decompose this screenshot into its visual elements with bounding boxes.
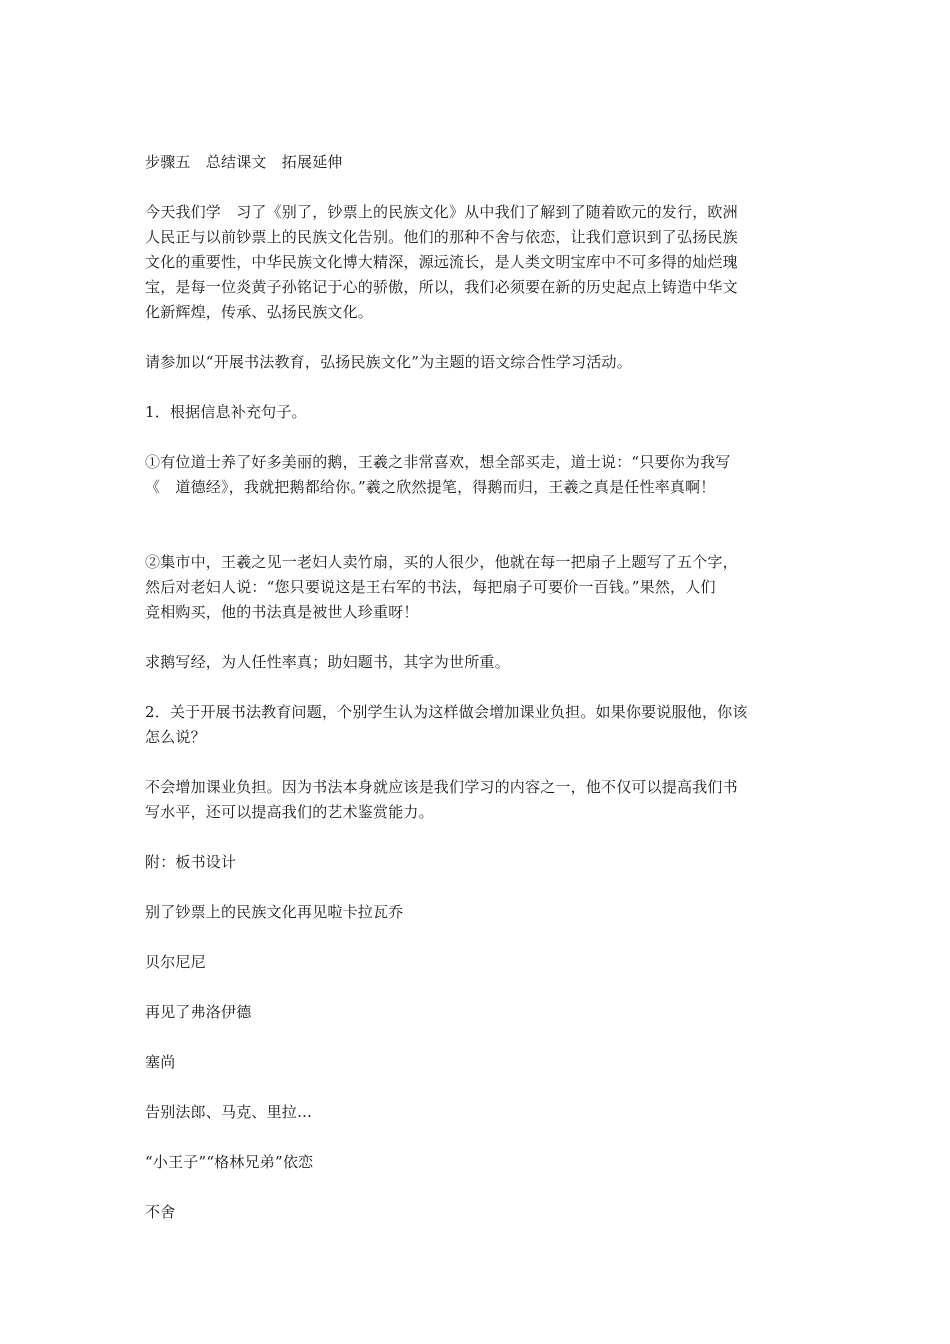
question-1-item-1-line: 《 道德经》，我就把鹅都给你。”羲之欣然提笔，得鹅而归，王羲之真是任性率真啊！ (145, 478, 716, 496)
activity-intro-text: 请参加以“开展书法教育，弘扬民族文化”为主题的语文综合性学习活动。 (145, 353, 632, 371)
board-line-text: 别了钞票上的民族文化再见啦卡拉瓦乔 (145, 903, 404, 921)
summary-line: 化新辉煌，传承、弘扬民族文化。 (145, 303, 374, 321)
board-line (145, 900, 813, 925)
question-1-item-1 (145, 450, 813, 500)
board-line-text: 告别法郎、马克、里拉… (145, 1103, 313, 1121)
summary-line: 文化的重要性，中华民族文化博大精深，源远流长，是人类文明宝库中不可多得的灿烂瑰 (145, 253, 738, 271)
question-1-answer (145, 650, 813, 675)
board-line-text: “小王子”“格林兄弟”依恋 (145, 1153, 314, 1171)
section-heading (145, 150, 813, 175)
board-line (145, 1050, 813, 1075)
board-line (145, 1200, 813, 1225)
summary-line: 宝，是每一位炎黄子孙铭记于心的骄傲，所以，我们必须要在新的历史起点上铸造中华文 (145, 278, 738, 296)
question-1-item-2 (145, 550, 813, 625)
summary-paragraph (145, 200, 813, 325)
board-line (145, 1000, 813, 1025)
question-1-title (145, 400, 813, 425)
question-2-answer-line: 不会增加课业负担。因为书法本身就应该是我们学习的内容之一，他不仅可以提高我们书 (145, 778, 738, 796)
question-1-answer-text: 求鹅写经，为人任性率真；助妇题书，其字为世所重。 (145, 653, 510, 671)
board-design-title (145, 850, 813, 875)
question-1-title-text: 1．根据信息补充句子。 (145, 403, 307, 421)
question-2-answer (145, 775, 813, 825)
board-line-text: 再见了弗洛伊德 (145, 1003, 252, 1021)
question-2-line: 怎么说？ (145, 728, 206, 746)
question-2-answer-line: 写水平，还可以提高我们的艺术鉴赏能力。 (145, 803, 434, 821)
board-line-text: 贝尔尼尼 (145, 953, 206, 971)
board-design-title-text: 附：板书设计 (145, 853, 237, 871)
question-1-item-1-line: ①有位道士养了好多美丽的鹅，王羲之非常喜欢，想全部买走，道士说：“只要你为我写 (145, 453, 731, 471)
board-line-text: 塞尚 (145, 1053, 176, 1071)
question-2-line: 2．关于开展书法教育问题，个别学生认为这样做会增加课业负担。如果你要说服他，你该 (145, 703, 748, 721)
activity-intro (145, 350, 813, 375)
section-heading-text: 步骤五 总结课文 拓展延伸 (145, 153, 343, 171)
board-line-text: 不舍 (145, 1203, 176, 1221)
question-1-item-2-line: ②集市中，王羲之见一老妇人卖竹扇，买的人很少，他就在每一把扇子上题写了五个字， (145, 553, 738, 571)
question-1-item-2-line: 然后对老妇人说：“您只要说这是王右军的书法，每把扇子可要价一百钱。”果然，人们 (145, 578, 716, 596)
summary-line: 人民正与以前钞票上的民族文化告别。他们的那种不舍与依恋，让我们意识到了弘扬民族 (145, 228, 738, 246)
question-1-item-2-line: 竞相购买，他的书法真是被世人珍重呀！ (145, 603, 419, 621)
board-line (145, 1150, 813, 1175)
question-2 (145, 700, 813, 750)
summary-line: 今天我们学 习了《别了，钞票上的民族文化》从中我们了解到了随着欧元的发行，欧洲 (145, 203, 738, 221)
board-line (145, 950, 813, 975)
board-line (145, 1100, 813, 1125)
